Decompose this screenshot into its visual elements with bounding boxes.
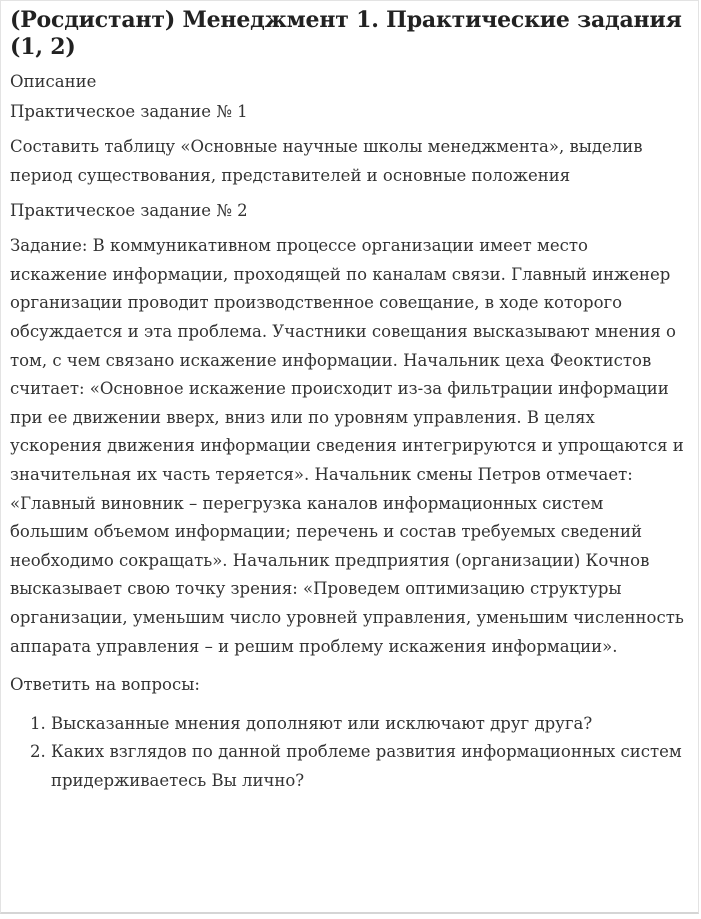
task2-heading: Практическое задание № 2 [10,201,248,221]
task2-text: Задание: В коммуникативном процессе организации имеет место искажение информации, проходящей по каналам связи. Главный инженер организации проводит производственное совещание, в ходе которого обсуждается и эта проблема. Участники совещания высказывают мнения о том, с чем связано искажение информации. Начальник цеха Феоктистов считает: «Основное искажение происходит из-за фильтрации информации при ее движении вверх, вниз или по уровням управления. В целях ускорения движения информации сведения интегрируются и упрощаются и значительная их часть теряется». Начальник смены Петров отмечает: «Главный виновник – перегрузка каналов информационных систем большим объемом информации; перечень и состав требуемых сведений необходимо сокращать». Начальник предприятия (организации) Кочнов высказывает свою точку зрения: «Проведем оптимизацию структуры организации, уменьшим число уровней управления, уменьшим численность аппарата управления – и решим проблему искажения информации». [10,236,684,656]
task1-heading: Практическое задание № 1 [10,102,248,121]
questions-label: Ответить на вопросы: [10,675,200,695]
description-content [1,1,698,795]
questions-list [10,710,686,796]
description-label: Описание [10,72,97,91]
task1-text: Составить таблицу «Основные научные школы менеджмента», выделив период существования, представителей и основные положения [10,137,643,185]
page-title: (Росдистант) Менеджмент 1. Практические задания (1, 2) [10,7,682,60]
question-item: 1. Высказанные мнения дополняют или исключают друг друга? [51,710,686,739]
question-item: 2. Каких взглядов по данной проблеме развития информационных систем придерживаетесь Вы лично? [51,738,686,795]
